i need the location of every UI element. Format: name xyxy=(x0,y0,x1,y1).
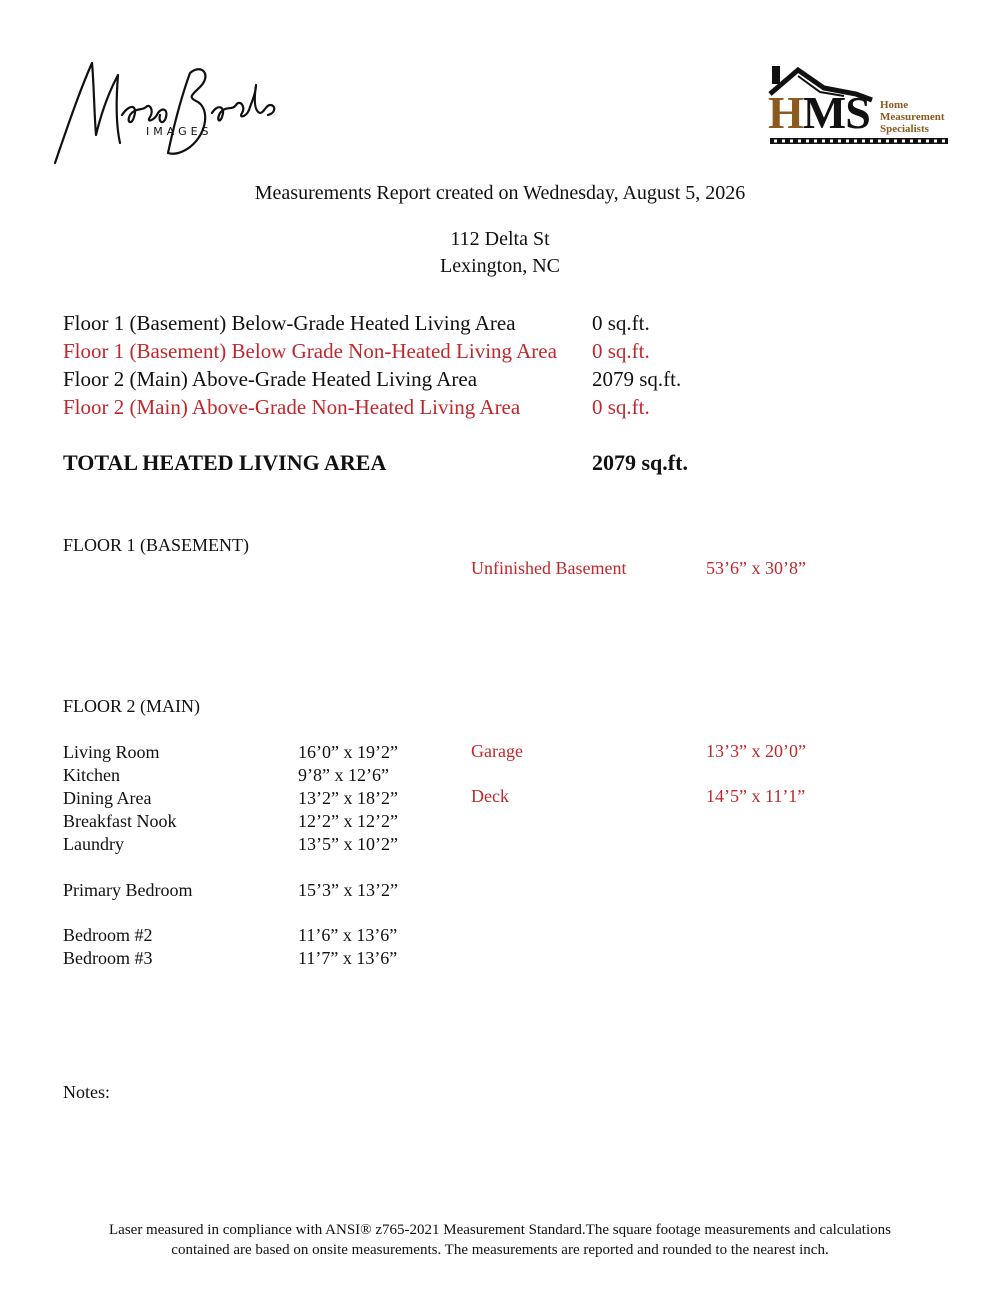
room-dimensions: 11’6” x 13’6” xyxy=(298,925,398,945)
address-line-2: Lexington, NC xyxy=(440,255,560,277)
summary-value: 0 sq.ft. xyxy=(592,339,650,363)
hms-letters: HMS xyxy=(768,87,870,138)
room-name: Kitchen xyxy=(63,765,120,785)
room-dimensions: 11’7” x 13’6” xyxy=(298,948,398,968)
footer-line-2: contained are based on onsite measurements. The measurements are reported and rounded to the nearest inch. xyxy=(171,1242,829,1258)
marco-basile-logo xyxy=(50,55,280,170)
room-name: Unfinished Basement xyxy=(471,558,627,578)
summary-value: 2079 sq.ft. xyxy=(592,367,682,391)
room-dimensions: 53’6” x 30’8” xyxy=(706,558,806,578)
total-value: 2079 sq.ft. xyxy=(592,450,688,475)
room-dimensions: 13’2” x 18’2” xyxy=(298,788,398,808)
footer-line-1: Laser measured in compliance with ANSI® z765-2021 Measurement Standard.The square footage measurements and calculations xyxy=(109,1222,891,1238)
room-dimensions: 16’0” x 19’2” xyxy=(298,742,398,762)
summary-label: Floor 2 (Main) Above-Grade Heated Living Area xyxy=(63,367,478,391)
hms-logo xyxy=(768,64,953,146)
hms-subtitle: Home Measurement Specialists xyxy=(880,99,945,135)
room-name: Bedroom #2 xyxy=(63,925,153,945)
summary-label: Floor 1 (Basement) Below Grade Non-Heated Living Area xyxy=(63,339,557,363)
signature-logo-icon xyxy=(50,55,280,170)
room-dimensions: 13’5” x 10’2” xyxy=(298,834,398,854)
room-name: Living Room xyxy=(63,742,160,762)
compliance-footer xyxy=(60,1220,940,1260)
floor1-heading: FLOOR 1 (BASEMENT) xyxy=(63,535,250,555)
room-dimensions: 9’8” x 12’6” xyxy=(298,765,389,785)
room-name: Garage xyxy=(471,741,523,761)
summary-label: Floor 1 (Basement) Below-Grade Heated Living Area xyxy=(63,311,516,335)
summary-label: Floor 2 (Main) Above-Grade Non-Heated Living Area xyxy=(63,395,521,419)
address-line-1: 112 Delta St xyxy=(450,228,550,250)
room-dimensions: 14’5” x 11’1” xyxy=(706,786,806,806)
total-label: TOTAL HEATED LIVING AREA xyxy=(63,450,387,475)
room-dimensions: 13’3” x 20’0” xyxy=(706,741,806,761)
floor2-heading: FLOOR 2 (MAIN) xyxy=(63,696,200,716)
room-name: Breakfast Nook xyxy=(63,811,177,831)
summary-value: 0 sq.ft. xyxy=(592,311,650,335)
logo-subtitle: IMAGES xyxy=(146,125,213,138)
room-dimensions: 15’3” x 13’2” xyxy=(298,880,398,900)
room-name: Dining Area xyxy=(63,788,152,808)
room-name: Laundry xyxy=(63,834,124,854)
summary-value: 0 sq.ft. xyxy=(592,395,650,419)
room-name: Bedroom #3 xyxy=(63,948,153,968)
report-title: Measurements Report created on Wednesday, August 5, 2026 xyxy=(254,182,746,204)
room-name: Deck xyxy=(471,786,509,806)
notes-label: Notes: xyxy=(63,1082,110,1102)
room-name: Primary Bedroom xyxy=(63,880,193,900)
room-dimensions: 12’2” x 12’2” xyxy=(298,811,398,831)
